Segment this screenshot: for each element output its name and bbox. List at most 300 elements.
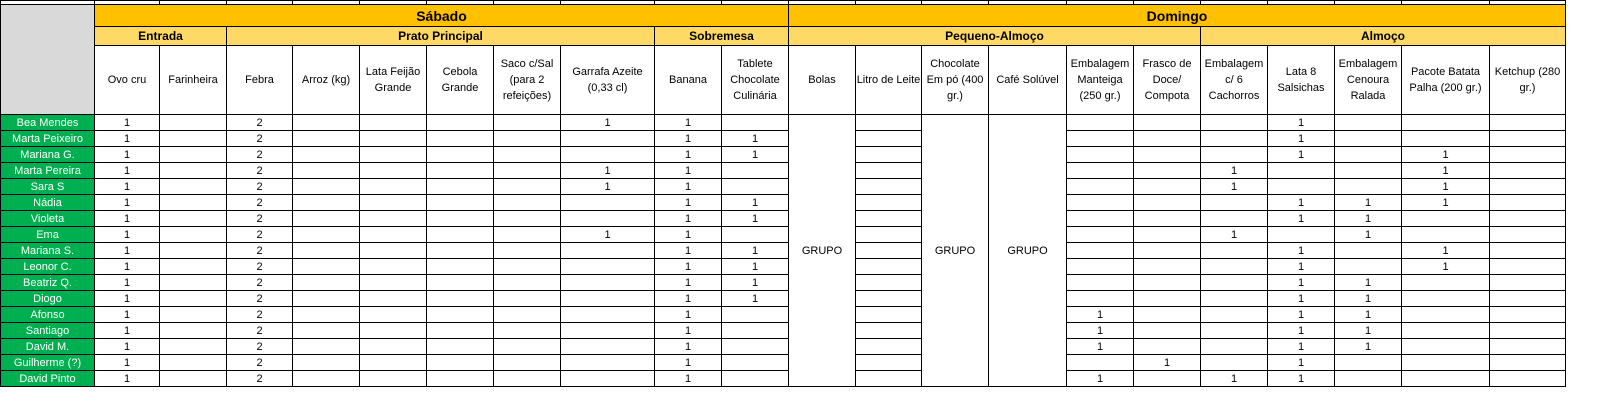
quantity-cell[interactable] — [1134, 147, 1201, 163]
quantity-cell[interactable] — [1490, 291, 1566, 307]
quantity-cell[interactable] — [1067, 163, 1134, 179]
group-header-pequeno-almoco[interactable]: Pequeno-Almoço — [789, 27, 1201, 46]
quantity-cell[interactable]: 2 — [227, 227, 293, 243]
quantity-cell[interactable] — [722, 371, 789, 387]
quantity-cell[interactable] — [160, 307, 227, 323]
quantity-cell[interactable] — [856, 195, 922, 211]
quantity-cell[interactable] — [561, 323, 655, 339]
quantity-cell[interactable]: 1 — [95, 131, 160, 147]
corner-cell[interactable] — [1, 5, 95, 115]
quantity-cell[interactable]: 2 — [227, 339, 293, 355]
quantity-cell[interactable] — [1490, 131, 1566, 147]
quantity-cell[interactable]: 1 — [655, 307, 722, 323]
quantity-cell[interactable] — [494, 211, 561, 227]
quantity-cell[interactable] — [360, 163, 427, 179]
quantity-cell[interactable] — [722, 339, 789, 355]
quantity-cell[interactable] — [160, 195, 227, 211]
quantity-cell[interactable]: 2 — [227, 211, 293, 227]
quantity-cell[interactable]: 1 — [95, 147, 160, 163]
quantity-cell[interactable] — [360, 211, 427, 227]
quantity-cell[interactable]: 2 — [227, 323, 293, 339]
quantity-cell[interactable] — [1067, 147, 1134, 163]
quantity-cell[interactable]: 1 — [1268, 243, 1335, 259]
quantity-cell[interactable] — [360, 243, 427, 259]
quantity-cell[interactable] — [360, 131, 427, 147]
quantity-cell[interactable] — [1490, 115, 1566, 131]
quantity-cell[interactable]: 1 — [1335, 227, 1402, 243]
day-header-sunday[interactable]: Domingo — [789, 5, 1566, 27]
quantity-cell[interactable] — [1067, 275, 1134, 291]
quantity-cell[interactable] — [1402, 307, 1490, 323]
quantity-cell[interactable] — [856, 227, 922, 243]
quantity-cell[interactable] — [561, 131, 655, 147]
quantity-cell[interactable] — [1335, 259, 1402, 275]
quantity-cell[interactable]: 1 — [722, 259, 789, 275]
column-header[interactable]: Farinheira — [160, 46, 227, 115]
quantity-cell[interactable] — [561, 371, 655, 387]
quantity-cell[interactable] — [561, 307, 655, 323]
quantity-cell[interactable] — [1134, 211, 1201, 227]
quantity-cell[interactable]: 2 — [227, 275, 293, 291]
column-header[interactable]: Banana — [655, 46, 722, 115]
quantity-cell[interactable]: 1 — [1335, 211, 1402, 227]
column-header[interactable]: Embalagem Manteiga (250 gr.) — [1067, 46, 1134, 115]
quantity-cell[interactable] — [1335, 147, 1402, 163]
quantity-cell[interactable] — [160, 339, 227, 355]
quantity-cell[interactable] — [1134, 179, 1201, 195]
quantity-cell[interactable]: 1 — [1201, 227, 1268, 243]
quantity-cell[interactable] — [1402, 339, 1490, 355]
quantity-cell[interactable]: 1 — [1402, 163, 1490, 179]
quantity-cell[interactable] — [856, 243, 922, 259]
quantity-cell[interactable]: 2 — [227, 163, 293, 179]
quantity-cell[interactable] — [1490, 163, 1566, 179]
quantity-cell[interactable]: 1 — [722, 131, 789, 147]
quantity-cell[interactable] — [1402, 291, 1490, 307]
quantity-cell[interactable] — [494, 147, 561, 163]
quantity-cell[interactable] — [1268, 179, 1335, 195]
column-header[interactable]: Embalagem Cenoura Ralada — [1335, 46, 1402, 115]
quantity-cell[interactable] — [160, 323, 227, 339]
quantity-cell[interactable] — [561, 275, 655, 291]
quantity-cell[interactable]: 1 — [1067, 371, 1134, 387]
quantity-cell[interactable]: 1 — [561, 163, 655, 179]
quantity-cell[interactable] — [427, 163, 494, 179]
quantity-cell[interactable]: 1 — [655, 147, 722, 163]
quantity-cell[interactable] — [856, 307, 922, 323]
quantity-cell[interactable] — [494, 195, 561, 211]
quantity-cell[interactable]: 1 — [95, 323, 160, 339]
person-name-cell[interactable]: Beatriz Q. — [1, 275, 95, 291]
quantity-cell[interactable] — [1402, 275, 1490, 291]
quantity-cell[interactable] — [427, 147, 494, 163]
quantity-cell[interactable] — [1134, 259, 1201, 275]
quantity-cell[interactable] — [856, 371, 922, 387]
quantity-cell[interactable] — [1134, 371, 1201, 387]
quantity-cell[interactable] — [1201, 339, 1268, 355]
quantity-cell[interactable] — [293, 371, 360, 387]
column-header[interactable]: Lata Feijão Grande — [360, 46, 427, 115]
quantity-cell[interactable] — [427, 227, 494, 243]
quantity-cell[interactable] — [1134, 339, 1201, 355]
quantity-cell[interactable] — [856, 291, 922, 307]
quantity-cell[interactable] — [494, 355, 561, 371]
quantity-cell[interactable]: 1 — [1402, 147, 1490, 163]
quantity-cell[interactable]: 1 — [655, 195, 722, 211]
column-header[interactable]: Lata 8 Salsichas — [1268, 46, 1335, 115]
quantity-cell[interactable] — [1067, 131, 1134, 147]
quantity-cell[interactable] — [722, 355, 789, 371]
quantity-cell[interactable]: 1 — [655, 323, 722, 339]
person-name-cell[interactable]: Afonso — [1, 307, 95, 323]
quantity-cell[interactable] — [1490, 179, 1566, 195]
quantity-cell[interactable] — [856, 115, 922, 131]
person-name-cell[interactable]: Violeta — [1, 211, 95, 227]
quantity-cell[interactable]: 1 — [1201, 371, 1268, 387]
quantity-cell[interactable] — [1490, 307, 1566, 323]
column-header[interactable]: Cebola Grande — [427, 46, 494, 115]
quantity-cell[interactable] — [856, 147, 922, 163]
quantity-cell[interactable] — [856, 275, 922, 291]
quantity-cell[interactable] — [1201, 291, 1268, 307]
quantity-cell[interactable] — [1490, 355, 1566, 371]
quantity-cell[interactable]: 2 — [227, 259, 293, 275]
quantity-cell[interactable]: 1 — [95, 163, 160, 179]
quantity-cell[interactable]: 1 — [655, 115, 722, 131]
person-name-cell[interactable]: Diogo — [1, 291, 95, 307]
quantity-cell[interactable] — [160, 243, 227, 259]
quantity-cell[interactable] — [293, 227, 360, 243]
quantity-cell[interactable]: 1 — [655, 243, 722, 259]
quantity-cell[interactable] — [1490, 195, 1566, 211]
quantity-cell[interactable] — [722, 307, 789, 323]
quantity-cell[interactable] — [1134, 131, 1201, 147]
person-name-cell[interactable]: Ema — [1, 227, 95, 243]
quantity-cell[interactable] — [1490, 211, 1566, 227]
group-header-prato-principal[interactable]: Prato Principal — [227, 27, 655, 46]
quantity-cell[interactable] — [427, 307, 494, 323]
quantity-cell[interactable] — [160, 259, 227, 275]
quantity-cell[interactable]: 1 — [1268, 259, 1335, 275]
quantity-cell[interactable] — [722, 323, 789, 339]
quantity-cell[interactable] — [856, 179, 922, 195]
quantity-cell[interactable] — [561, 243, 655, 259]
quantity-cell[interactable] — [1268, 163, 1335, 179]
column-header[interactable]: Saco c/Sal (para 2 refeições) — [494, 46, 561, 115]
quantity-cell[interactable]: 1 — [1335, 275, 1402, 291]
quantity-cell[interactable]: 1 — [655, 291, 722, 307]
quantity-cell[interactable] — [856, 163, 922, 179]
quantity-cell[interactable] — [1201, 243, 1268, 259]
person-name-cell[interactable]: Marta Peixeiro — [1, 131, 95, 147]
quantity-cell[interactable]: 1 — [1268, 147, 1335, 163]
quantity-cell[interactable]: 1 — [95, 115, 160, 131]
column-header[interactable]: Garrafa Azeite (0,33 cl) — [561, 46, 655, 115]
quantity-cell[interactable]: 1 — [1268, 339, 1335, 355]
day-header-saturday[interactable]: Sábado — [95, 5, 789, 27]
quantity-cell[interactable] — [494, 339, 561, 355]
column-header[interactable]: Chocolate Em pó (400 gr.) — [922, 46, 989, 115]
column-header[interactable]: Café Solúvel — [989, 46, 1067, 115]
quantity-cell[interactable] — [561, 259, 655, 275]
quantity-cell[interactable] — [1335, 243, 1402, 259]
quantity-cell[interactable]: 1 — [561, 179, 655, 195]
quantity-cell[interactable]: 2 — [227, 291, 293, 307]
quantity-cell[interactable] — [360, 195, 427, 211]
quantity-cell[interactable] — [561, 291, 655, 307]
quantity-cell[interactable] — [494, 163, 561, 179]
quantity-cell[interactable]: 1 — [1335, 307, 1402, 323]
quantity-cell[interactable]: 1 — [95, 211, 160, 227]
quantity-cell[interactable]: 1 — [95, 179, 160, 195]
quantity-cell[interactable] — [1402, 323, 1490, 339]
quantity-cell[interactable] — [1134, 323, 1201, 339]
quantity-cell[interactable] — [1201, 275, 1268, 291]
quantity-cell[interactable]: 1 — [1201, 163, 1268, 179]
quantity-cell[interactable] — [561, 147, 655, 163]
quantity-cell[interactable] — [360, 355, 427, 371]
person-name-cell[interactable]: Mariana G. — [1, 147, 95, 163]
quantity-cell[interactable]: 1 — [95, 307, 160, 323]
quantity-cell[interactable] — [1067, 243, 1134, 259]
quantity-cell[interactable] — [1335, 371, 1402, 387]
quantity-cell[interactable]: 1 — [95, 291, 160, 307]
quantity-cell[interactable]: 2 — [227, 115, 293, 131]
quantity-cell[interactable]: 1 — [561, 227, 655, 243]
quantity-cell[interactable]: 1 — [722, 243, 789, 259]
quantity-cell[interactable]: 2 — [227, 131, 293, 147]
quantity-cell[interactable] — [856, 355, 922, 371]
quantity-cell[interactable] — [427, 339, 494, 355]
person-name-cell[interactable]: Marta Pereira — [1, 163, 95, 179]
quantity-cell[interactable] — [1335, 163, 1402, 179]
quantity-cell[interactable] — [1134, 195, 1201, 211]
quantity-cell[interactable] — [494, 131, 561, 147]
quantity-cell[interactable]: 1 — [1268, 115, 1335, 131]
quantity-cell[interactable]: 2 — [227, 147, 293, 163]
quantity-cell[interactable] — [1201, 355, 1268, 371]
quantity-cell[interactable] — [494, 243, 561, 259]
quantity-cell[interactable]: 1 — [1067, 339, 1134, 355]
quantity-cell[interactable] — [360, 259, 427, 275]
quantity-cell[interactable] — [427, 131, 494, 147]
quantity-cell[interactable] — [1490, 323, 1566, 339]
quantity-cell[interactable] — [1201, 211, 1268, 227]
quantity-cell[interactable] — [1067, 195, 1134, 211]
quantity-cell[interactable] — [1490, 243, 1566, 259]
quantity-cell[interactable] — [561, 355, 655, 371]
quantity-cell[interactable] — [1402, 227, 1490, 243]
column-header[interactable]: Frasco de Doce/ Compota — [1134, 46, 1201, 115]
quantity-cell[interactable] — [360, 115, 427, 131]
quantity-cell[interactable]: 1 — [655, 211, 722, 227]
quantity-cell[interactable] — [360, 307, 427, 323]
quantity-cell[interactable] — [293, 131, 360, 147]
quantity-cell[interactable] — [1402, 131, 1490, 147]
quantity-cell[interactable] — [1335, 131, 1402, 147]
quantity-cell[interactable]: 1 — [95, 371, 160, 387]
column-header[interactable]: Arroz (kg) — [293, 46, 360, 115]
quantity-cell[interactable]: 1 — [1268, 323, 1335, 339]
quantity-cell[interactable] — [561, 211, 655, 227]
quantity-cell[interactable] — [1335, 115, 1402, 131]
quantity-cell[interactable] — [1402, 115, 1490, 131]
quantity-cell[interactable]: 1 — [1067, 323, 1134, 339]
quantity-cell[interactable] — [427, 211, 494, 227]
quantity-cell[interactable] — [160, 291, 227, 307]
quantity-cell[interactable] — [561, 339, 655, 355]
quantity-cell[interactable] — [722, 227, 789, 243]
quantity-cell[interactable] — [293, 147, 360, 163]
quantity-cell[interactable] — [1201, 307, 1268, 323]
quantity-cell[interactable] — [160, 179, 227, 195]
quantity-cell[interactable] — [160, 227, 227, 243]
quantity-cell[interactable] — [293, 291, 360, 307]
quantity-cell[interactable]: 1 — [95, 259, 160, 275]
quantity-cell[interactable] — [160, 371, 227, 387]
quantity-cell[interactable]: 1 — [722, 195, 789, 211]
quantity-cell[interactable]: 1 — [1402, 179, 1490, 195]
quantity-cell[interactable]: 1 — [655, 371, 722, 387]
quantity-cell[interactable]: 1 — [722, 291, 789, 307]
quantity-cell[interactable] — [160, 211, 227, 227]
quantity-cell[interactable]: 1 — [655, 131, 722, 147]
quantity-cell[interactable] — [1067, 259, 1134, 275]
quantity-cell[interactable]: 1 — [655, 259, 722, 275]
person-name-cell[interactable]: Leonor C. — [1, 259, 95, 275]
quantity-cell[interactable] — [1134, 163, 1201, 179]
quantity-cell[interactable] — [293, 339, 360, 355]
quantity-cell[interactable]: 1 — [95, 243, 160, 259]
quantity-cell[interactable] — [293, 243, 360, 259]
quantity-cell[interactable]: 1 — [1268, 371, 1335, 387]
quantity-cell[interactable] — [293, 275, 360, 291]
quantity-cell[interactable] — [160, 115, 227, 131]
quantity-cell[interactable] — [1490, 275, 1566, 291]
quantity-cell[interactable]: 1 — [722, 147, 789, 163]
quantity-cell[interactable] — [1201, 147, 1268, 163]
quantity-cell[interactable]: 1 — [95, 339, 160, 355]
quantity-cell[interactable] — [293, 355, 360, 371]
quantity-cell[interactable] — [494, 291, 561, 307]
quantity-cell[interactable]: 1 — [655, 163, 722, 179]
quantity-cell[interactable]: 1 — [1067, 307, 1134, 323]
quantity-cell[interactable] — [293, 195, 360, 211]
quantity-cell[interactable] — [360, 339, 427, 355]
quantity-cell[interactable] — [160, 147, 227, 163]
column-header[interactable]: Pacote Batata Palha (200 gr.) — [1402, 46, 1490, 115]
person-name-cell[interactable]: Nádia — [1, 195, 95, 211]
quantity-cell[interactable]: 1 — [1335, 291, 1402, 307]
quantity-cell[interactable] — [360, 275, 427, 291]
quantity-cell[interactable] — [1201, 115, 1268, 131]
quantity-cell[interactable] — [1134, 291, 1201, 307]
quantity-cell[interactable] — [1402, 371, 1490, 387]
quantity-cell[interactable]: 1 — [1268, 291, 1335, 307]
quantity-cell[interactable] — [360, 291, 427, 307]
quantity-cell[interactable] — [293, 211, 360, 227]
quantity-cell[interactable] — [1134, 307, 1201, 323]
quantity-cell[interactable] — [293, 115, 360, 131]
quantity-cell[interactable]: 2 — [227, 307, 293, 323]
quantity-cell[interactable] — [494, 179, 561, 195]
quantity-cell[interactable]: 2 — [227, 179, 293, 195]
quantity-cell[interactable] — [1335, 179, 1402, 195]
quantity-cell[interactable]: 1 — [655, 339, 722, 355]
quantity-cell[interactable]: 1 — [561, 115, 655, 131]
quantity-cell[interactable]: 1 — [655, 227, 722, 243]
person-name-cell[interactable]: Santiago — [1, 323, 95, 339]
quantity-cell[interactable] — [427, 195, 494, 211]
column-header[interactable]: Litro de Leite — [856, 46, 922, 115]
quantity-cell[interactable] — [427, 323, 494, 339]
quantity-cell[interactable]: 1 — [1268, 211, 1335, 227]
quantity-cell[interactable] — [360, 147, 427, 163]
quantity-cell[interactable] — [494, 307, 561, 323]
quantity-cell[interactable] — [1490, 259, 1566, 275]
quantity-cell[interactable] — [856, 339, 922, 355]
quantity-cell[interactable] — [1490, 371, 1566, 387]
quantity-cell[interactable] — [427, 275, 494, 291]
quantity-cell[interactable] — [561, 195, 655, 211]
group-merged-cell[interactable]: GRUPO — [989, 115, 1067, 387]
quantity-cell[interactable] — [1402, 355, 1490, 371]
quantity-cell[interactable]: 1 — [1134, 355, 1201, 371]
quantity-cell[interactable] — [1201, 195, 1268, 211]
quantity-cell[interactable] — [1134, 227, 1201, 243]
quantity-cell[interactable]: 1 — [1268, 275, 1335, 291]
quantity-cell[interactable]: 2 — [227, 195, 293, 211]
quantity-cell[interactable] — [1201, 131, 1268, 147]
quantity-cell[interactable] — [427, 179, 494, 195]
quantity-cell[interactable] — [160, 275, 227, 291]
quantity-cell[interactable] — [722, 115, 789, 131]
quantity-cell[interactable] — [856, 323, 922, 339]
person-name-cell[interactable]: Mariana S. — [1, 243, 95, 259]
quantity-cell[interactable]: 1 — [1268, 355, 1335, 371]
quantity-cell[interactable] — [1067, 227, 1134, 243]
person-name-cell[interactable]: Bea Mendes — [1, 115, 95, 131]
quantity-cell[interactable] — [293, 307, 360, 323]
group-header-almoco[interactable]: Almoço — [1201, 27, 1566, 46]
quantity-cell[interactable] — [360, 227, 427, 243]
quantity-cell[interactable]: 1 — [1335, 323, 1402, 339]
quantity-cell[interactable]: 2 — [227, 371, 293, 387]
quantity-cell[interactable] — [427, 371, 494, 387]
group-header-sobremesa[interactable]: Sobremesa — [655, 27, 789, 46]
quantity-cell[interactable] — [1067, 115, 1134, 131]
quantity-cell[interactable]: 1 — [95, 227, 160, 243]
quantity-cell[interactable] — [427, 291, 494, 307]
quantity-cell[interactable] — [293, 259, 360, 275]
person-name-cell[interactable]: David Pinto — [1, 371, 95, 387]
quantity-cell[interactable] — [427, 243, 494, 259]
quantity-cell[interactable] — [427, 259, 494, 275]
quantity-cell[interactable] — [1067, 291, 1134, 307]
quantity-cell[interactable] — [494, 115, 561, 131]
quantity-cell[interactable] — [160, 163, 227, 179]
group-merged-cell[interactable]: GRUPO — [922, 115, 989, 387]
quantity-cell[interactable]: 1 — [1268, 307, 1335, 323]
quantity-cell[interactable] — [293, 323, 360, 339]
quantity-cell[interactable] — [360, 371, 427, 387]
quantity-cell[interactable] — [494, 275, 561, 291]
person-name-cell[interactable]: David M. — [1, 339, 95, 355]
person-name-cell[interactable]: Guilherme (?) — [1, 355, 95, 371]
quantity-cell[interactable] — [427, 115, 494, 131]
quantity-cell[interactable] — [722, 179, 789, 195]
quantity-cell[interactable]: 1 — [655, 275, 722, 291]
